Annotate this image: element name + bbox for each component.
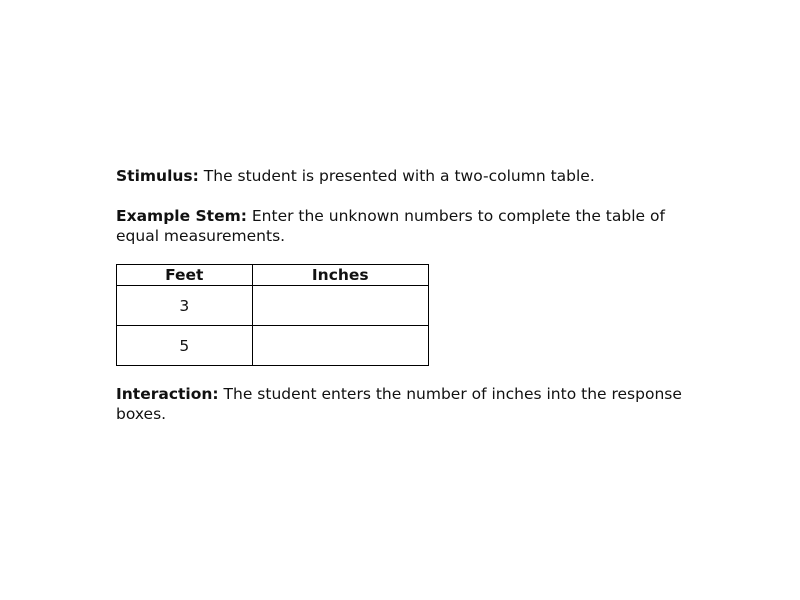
feet-cell — [117, 286, 253, 326]
table-row — [117, 326, 429, 366]
feet-value: 3 — [179, 296, 190, 315]
stimulus-text: The student is presented with a two-column table. — [198, 167, 595, 185]
inches-response-box[interactable] — [252, 286, 428, 326]
interaction-label: Interaction: — [116, 385, 219, 403]
interaction-paragraph — [116, 384, 696, 424]
inches-value[interactable] — [253, 286, 428, 325]
interaction-text: The student enters the number of inches into the response boxes. — [116, 385, 682, 423]
feet-column-header: Feet — [117, 265, 253, 286]
feet-cell — [117, 326, 253, 366]
item-description — [116, 166, 696, 424]
table-header-row — [117, 265, 429, 286]
stimulus-paragraph — [116, 166, 696, 186]
inches-column-header: Inches — [252, 265, 428, 286]
example-stem-text: Enter the unknown numbers to complete the table of equal measurements. — [116, 207, 665, 245]
table-row — [117, 286, 429, 326]
stimulus-label: Stimulus: — [116, 167, 199, 185]
example-stem-label: Example Stem: — [116, 207, 247, 225]
feet-value: 5 — [179, 336, 190, 355]
inches-response-box[interactable] — [252, 326, 428, 366]
example-stem-paragraph — [116, 206, 696, 246]
measurement-table — [116, 264, 429, 366]
inches-value[interactable] — [253, 326, 428, 365]
